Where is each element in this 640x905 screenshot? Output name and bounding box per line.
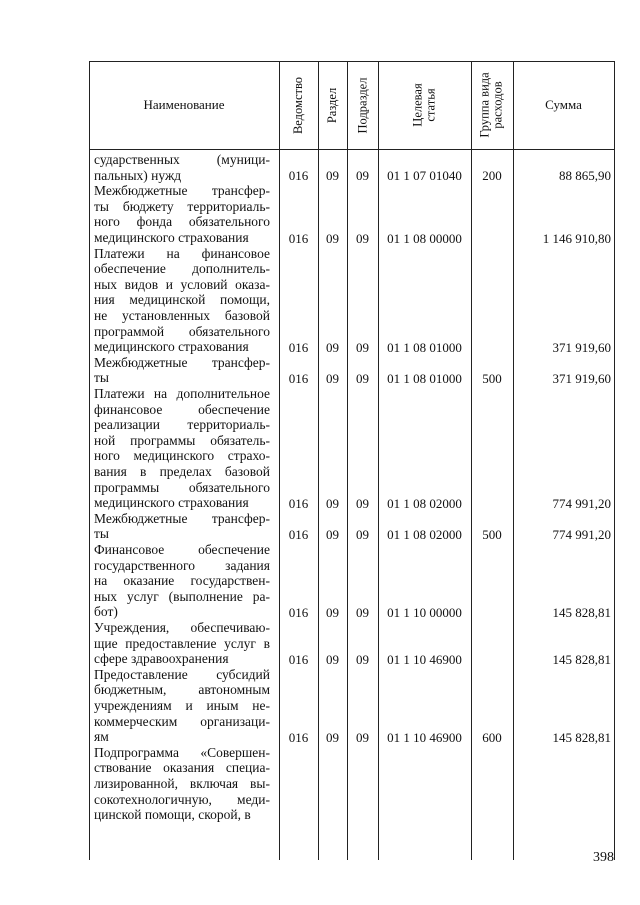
row-name-line: Подпрограмма «Совершен-	[94, 744, 270, 760]
row-name-line: медицинского страхования	[94, 229, 249, 245]
row-name-line: щие предоставление услуг в	[94, 635, 270, 651]
row-name-line: реализации территориаль-	[94, 417, 270, 433]
header-name: Наименование	[143, 97, 225, 112]
row-name	[94, 152, 270, 183]
cell-sum: 145 828,81	[552, 651, 611, 667]
cell-dept: 016	[288, 168, 309, 184]
header-group: Группа вида расходов	[478, 72, 506, 138]
row-name-line: ты бюджету территориаль-	[94, 198, 270, 214]
row-name-line: ных видов и условий оказа-	[94, 276, 270, 292]
cell-sub: 09	[356, 651, 369, 667]
header-subsection: Подраздел	[355, 77, 369, 133]
row-name-line: на оказание государствен-	[94, 573, 270, 589]
header-dept: Ведомство	[291, 76, 305, 134]
row-name	[94, 511, 270, 542]
cell-sec: 09	[326, 230, 339, 246]
cell-group: 500	[482, 526, 502, 542]
row-name-line: коммерческим организаци-	[94, 713, 270, 729]
cell-group: 600	[482, 729, 502, 745]
row-name-line: ты	[94, 526, 109, 542]
cell-sec: 09	[326, 604, 339, 620]
cell-sum: 371 919,60	[552, 370, 611, 386]
row-name-line: лизированной, включая вы-	[94, 775, 270, 791]
col-border	[89, 61, 90, 860]
header-target: Целевая статья	[410, 83, 438, 127]
cell-dept: 016	[288, 339, 309, 355]
row-name	[94, 386, 270, 511]
col-border	[614, 61, 615, 860]
row-name-line: программой обязательного	[94, 323, 270, 339]
row-name-line: Платежи на дополнительное	[94, 386, 270, 401]
row-name-line: Межбюджетные трансфер-	[94, 183, 270, 199]
row-name-line: сударственных (муници-	[94, 152, 270, 167]
cell-sub: 09	[356, 339, 369, 355]
cell-sec: 09	[326, 370, 339, 386]
row-name	[94, 246, 270, 355]
cell-sum: 774 991,20	[552, 495, 611, 511]
row-name-line: бот)	[94, 604, 118, 620]
cell-sec: 09	[326, 526, 339, 542]
row-name-line: ной программы обязатель-	[94, 432, 270, 448]
row-name-line: медицинского страхования	[94, 495, 249, 511]
cell-target: 01 1 10 46900	[387, 651, 462, 667]
row-name-line: бюджетным, автономным	[94, 682, 270, 698]
cell-sec: 09	[326, 168, 339, 184]
row-name	[94, 667, 270, 745]
row-name-line: учреждениям и иным не-	[94, 697, 270, 713]
budget-table	[89, 61, 615, 860]
cell-dept: 016	[288, 370, 309, 386]
row-name-line: программы обязательного	[94, 479, 270, 495]
header-bottom-border	[89, 149, 615, 150]
cell-sum: 1 146 910,80	[542, 230, 611, 246]
row-name	[94, 542, 270, 620]
cell-target: 01 1 08 00000	[387, 230, 462, 246]
cell-target: 01 1 10 46900	[387, 729, 462, 745]
header-sum: Сумма	[545, 97, 582, 112]
cell-sub: 09	[356, 526, 369, 542]
row-name	[94, 620, 270, 667]
cell-sub: 09	[356, 729, 369, 745]
cell-target: 01 1 08 01000	[387, 339, 462, 355]
cell-sec: 09	[326, 651, 339, 667]
cell-sum: 88 865,90	[559, 168, 611, 184]
cell-target: 01 1 08 01000	[387, 370, 462, 386]
header-section: Раздел	[325, 87, 340, 123]
cell-dept: 016	[288, 729, 309, 745]
cell-sub: 09	[356, 168, 369, 184]
cell-target: 01 1 08 02000	[387, 526, 462, 542]
cell-dept: 016	[288, 604, 309, 620]
cell-sum: 145 828,81	[552, 604, 611, 620]
cell-dept: 016	[288, 495, 309, 511]
cell-target: 01 1 07 01040	[387, 168, 462, 184]
row-name-line: вания в пределах базовой	[94, 463, 270, 479]
cell-sub: 09	[356, 370, 369, 386]
row-name-line: ты	[94, 370, 109, 386]
cell-sec: 09	[326, 729, 339, 745]
row-name-line: пальных) нужд	[94, 167, 182, 183]
cell-dept: 016	[288, 651, 309, 667]
cell-sub: 09	[356, 230, 369, 246]
cell-sec: 09	[326, 495, 339, 511]
cell-target: 01 1 08 02000	[387, 495, 462, 511]
page-number: 398	[593, 850, 614, 865]
row-name	[94, 183, 270, 245]
cell-group: 200	[482, 168, 502, 184]
cell-sec: 09	[326, 339, 339, 355]
row-name	[94, 745, 270, 823]
row-name-line: финансовое обеспечение	[94, 401, 270, 417]
row-name-line: государственного задания	[94, 557, 270, 573]
row-name-line: ного фонда обязательного	[94, 214, 270, 230]
row-name-line: ния медицинской помощи,	[94, 292, 270, 308]
row-name-line: ям	[94, 729, 109, 745]
row-name-line: ствование оказания специа-	[94, 760, 270, 776]
row-name	[94, 355, 270, 386]
row-name-line: обеспечение дополнитель-	[94, 261, 270, 277]
row-name-line: цинской помощи, скорой, в	[94, 807, 251, 823]
cell-target: 01 1 10 00000	[387, 604, 462, 620]
row-name-line: Финансовое обеспечение	[94, 542, 270, 557]
cell-dept: 016	[288, 526, 309, 542]
cell-sum: 371 919,60	[552, 339, 611, 355]
row-name-line: сфере здравоохранения	[94, 651, 229, 667]
row-name-line: сокотехнологичную, меди-	[94, 791, 270, 807]
row-name-line: Учреждения, обеспечиваю-	[94, 620, 270, 635]
row-name-line: Платежи на финансовое	[94, 245, 270, 261]
cell-sum: 774 991,20	[552, 526, 611, 542]
row-name-line: не установленных базовой	[94, 307, 270, 323]
row-name-line: медицинского страхования	[94, 339, 249, 355]
cell-sub: 09	[356, 495, 369, 511]
row-name-line: ного медицинского страхо-	[94, 448, 270, 464]
cell-group: 500	[482, 370, 502, 386]
row-name-line: Предоставление субсидий	[94, 666, 270, 682]
cell-sum: 145 828,81	[552, 729, 611, 745]
row-name-line: ных услуг (выполнение ра-	[94, 588, 270, 604]
row-name-line: Межбюджетные трансфер-	[94, 354, 270, 370]
cell-sub: 09	[356, 604, 369, 620]
row-name-line: Межбюджетные трансфер-	[94, 510, 270, 526]
cell-dept: 016	[288, 230, 309, 246]
